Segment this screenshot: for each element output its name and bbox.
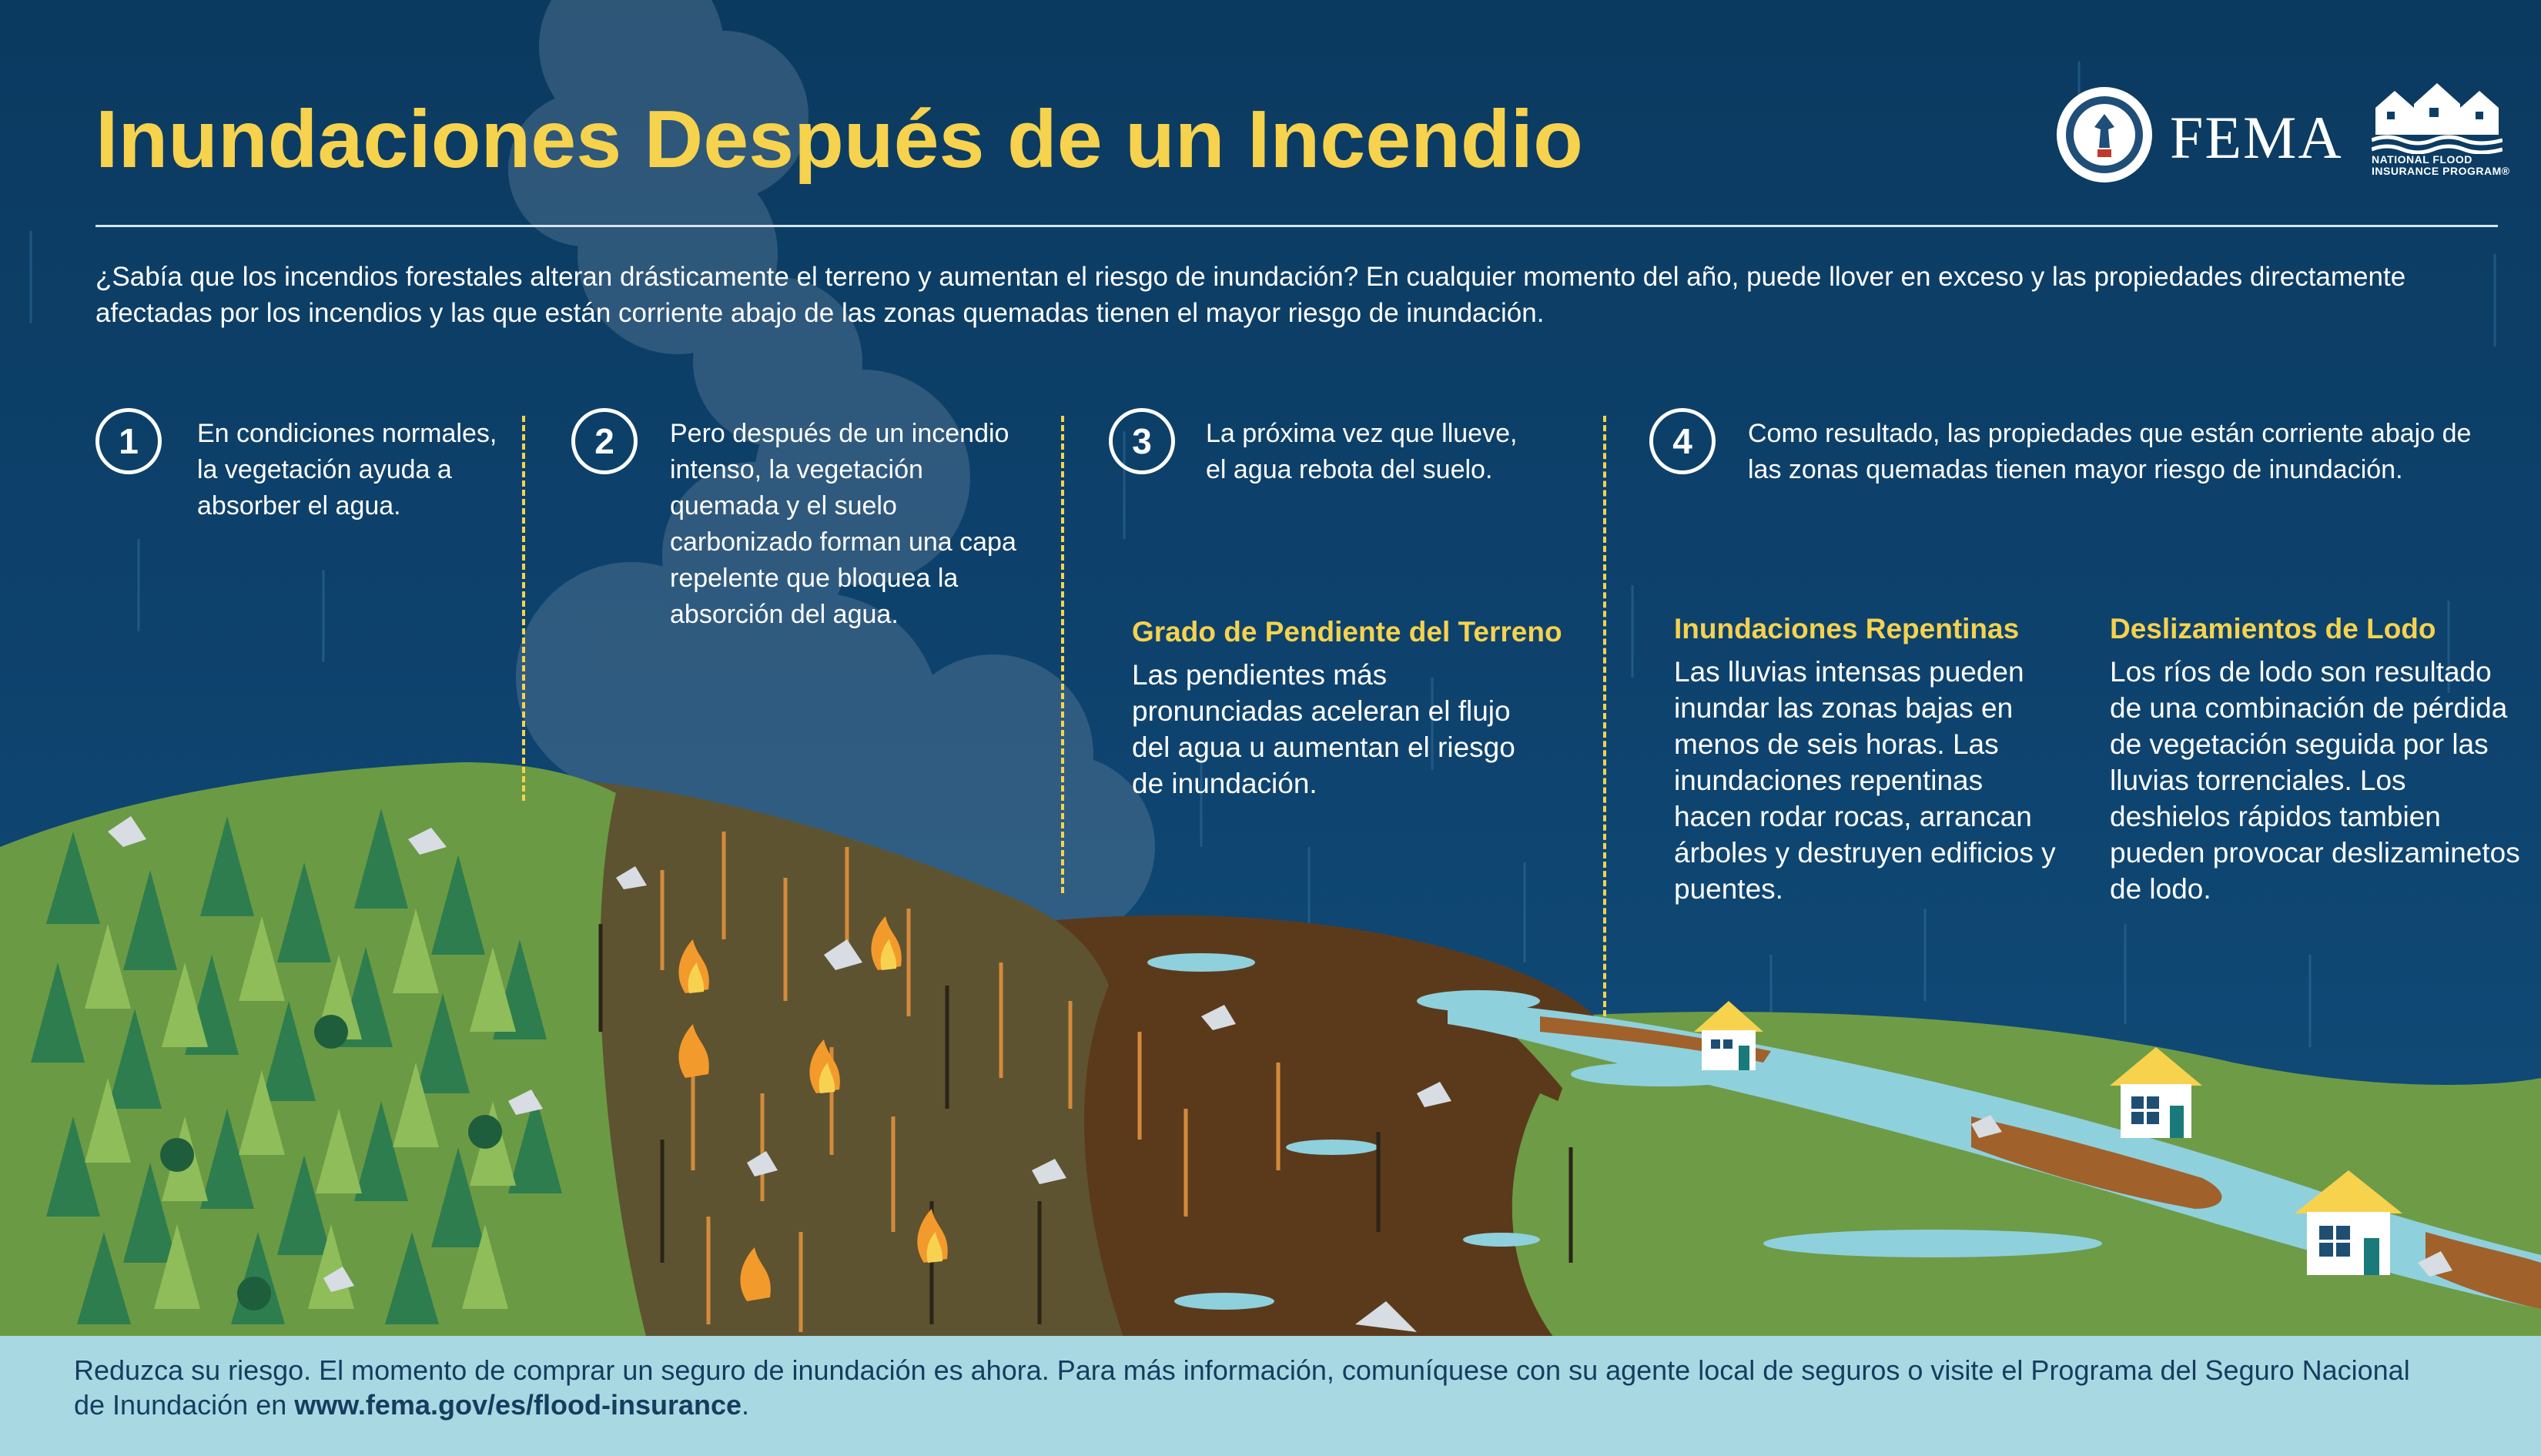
step-number: 4	[1649, 408, 1716, 474]
footer-text	[74, 1353, 2446, 1422]
footer-period: .	[742, 1389, 750, 1421]
step-text: En condiciones normales, la vegetación ayuda a absorber el agua.	[197, 419, 497, 520]
mudslide-heading: Deslizamientos de Lodo	[2110, 613, 2436, 644]
step-text: Como resultado, las propiedades que están corriente abajo de las zonas quemadas tienen mayor riesgo de inundación.	[1748, 419, 2472, 484]
footer-message: Reduzca su riesgo. El momento de comprar un seguro de inundación es ahora. Para más información, comuníquese con su agente local de seguros o visite el Programa del Seguro Nacional de Inundación en	[74, 1354, 2410, 1421]
step-number: 3	[1109, 408, 1175, 474]
step-text: Pero después de un incendio intenso, la vegetación quemada y el suelo carbonizado forman una capa repelente que bloquea la absorción del agua.	[670, 419, 1016, 629]
mudslide-body: Los ríos de lodo son resultado de una combinación de pérdida de vegetación seguida por las lluvias torrenciales. Los deshielos rápidos tambien pueden provocar deslizaminetos de lodo.	[2110, 656, 2520, 905]
page-title: Inundaciones Después de un Incendio	[95, 94, 1583, 185]
intro-text: ¿Sabía que los incendios forestales alteran drásticamente el terreno y aumentan el riesgo de inundación? En cualquier momento del año, puede llover en exceso y las propiedades directamente afectadas por los incendios y las que están corriente abajo de las zonas quemadas tienen el mayor riesgo de inundación.	[95, 262, 2406, 328]
agency-logos	[2054, 77, 2509, 192]
step-text: La próxima vez que llueve, el agua rebota del suelo.	[1206, 419, 1518, 484]
step-divider	[1603, 416, 1606, 1016]
fema-wordmark: FEMA	[2170, 104, 2343, 171]
flash-flood-body: Las lluvias intensas pueden inundar las zonas bajas en menos de seis horas. Las inundaciones repentinas hacen rodar rocas, arrancan árboles y destruyen edificios y puentes.	[1674, 656, 2056, 905]
title-divider	[95, 225, 2498, 227]
flash-flood-heading: Inundaciones Repentinas	[1674, 613, 2020, 644]
nfip-wordmark: NATIONAL FLOOD INSURANCE PROGRAM®	[2372, 153, 2510, 177]
flood-insurance-link[interactable]: www.fema.gov/es/flood-insurance	[294, 1389, 742, 1421]
step-number: 1	[95, 408, 162, 474]
house	[1694, 1001, 1763, 1070]
slope-body: Las pendientes más pronunciadas aceleran el flujo del agua u aumentan el riesgo de inundación.	[1132, 659, 1515, 799]
nfip-houses-icon	[2372, 77, 2502, 154]
step-divider	[1061, 416, 1064, 893]
step-number: 2	[571, 408, 638, 474]
slope-heading: Grado de Pendiente del Terreno	[1132, 616, 1562, 648]
footer-banner	[0, 1336, 2541, 1456]
step-divider	[522, 416, 525, 801]
dhs-seal-icon	[2054, 85, 2154, 185]
